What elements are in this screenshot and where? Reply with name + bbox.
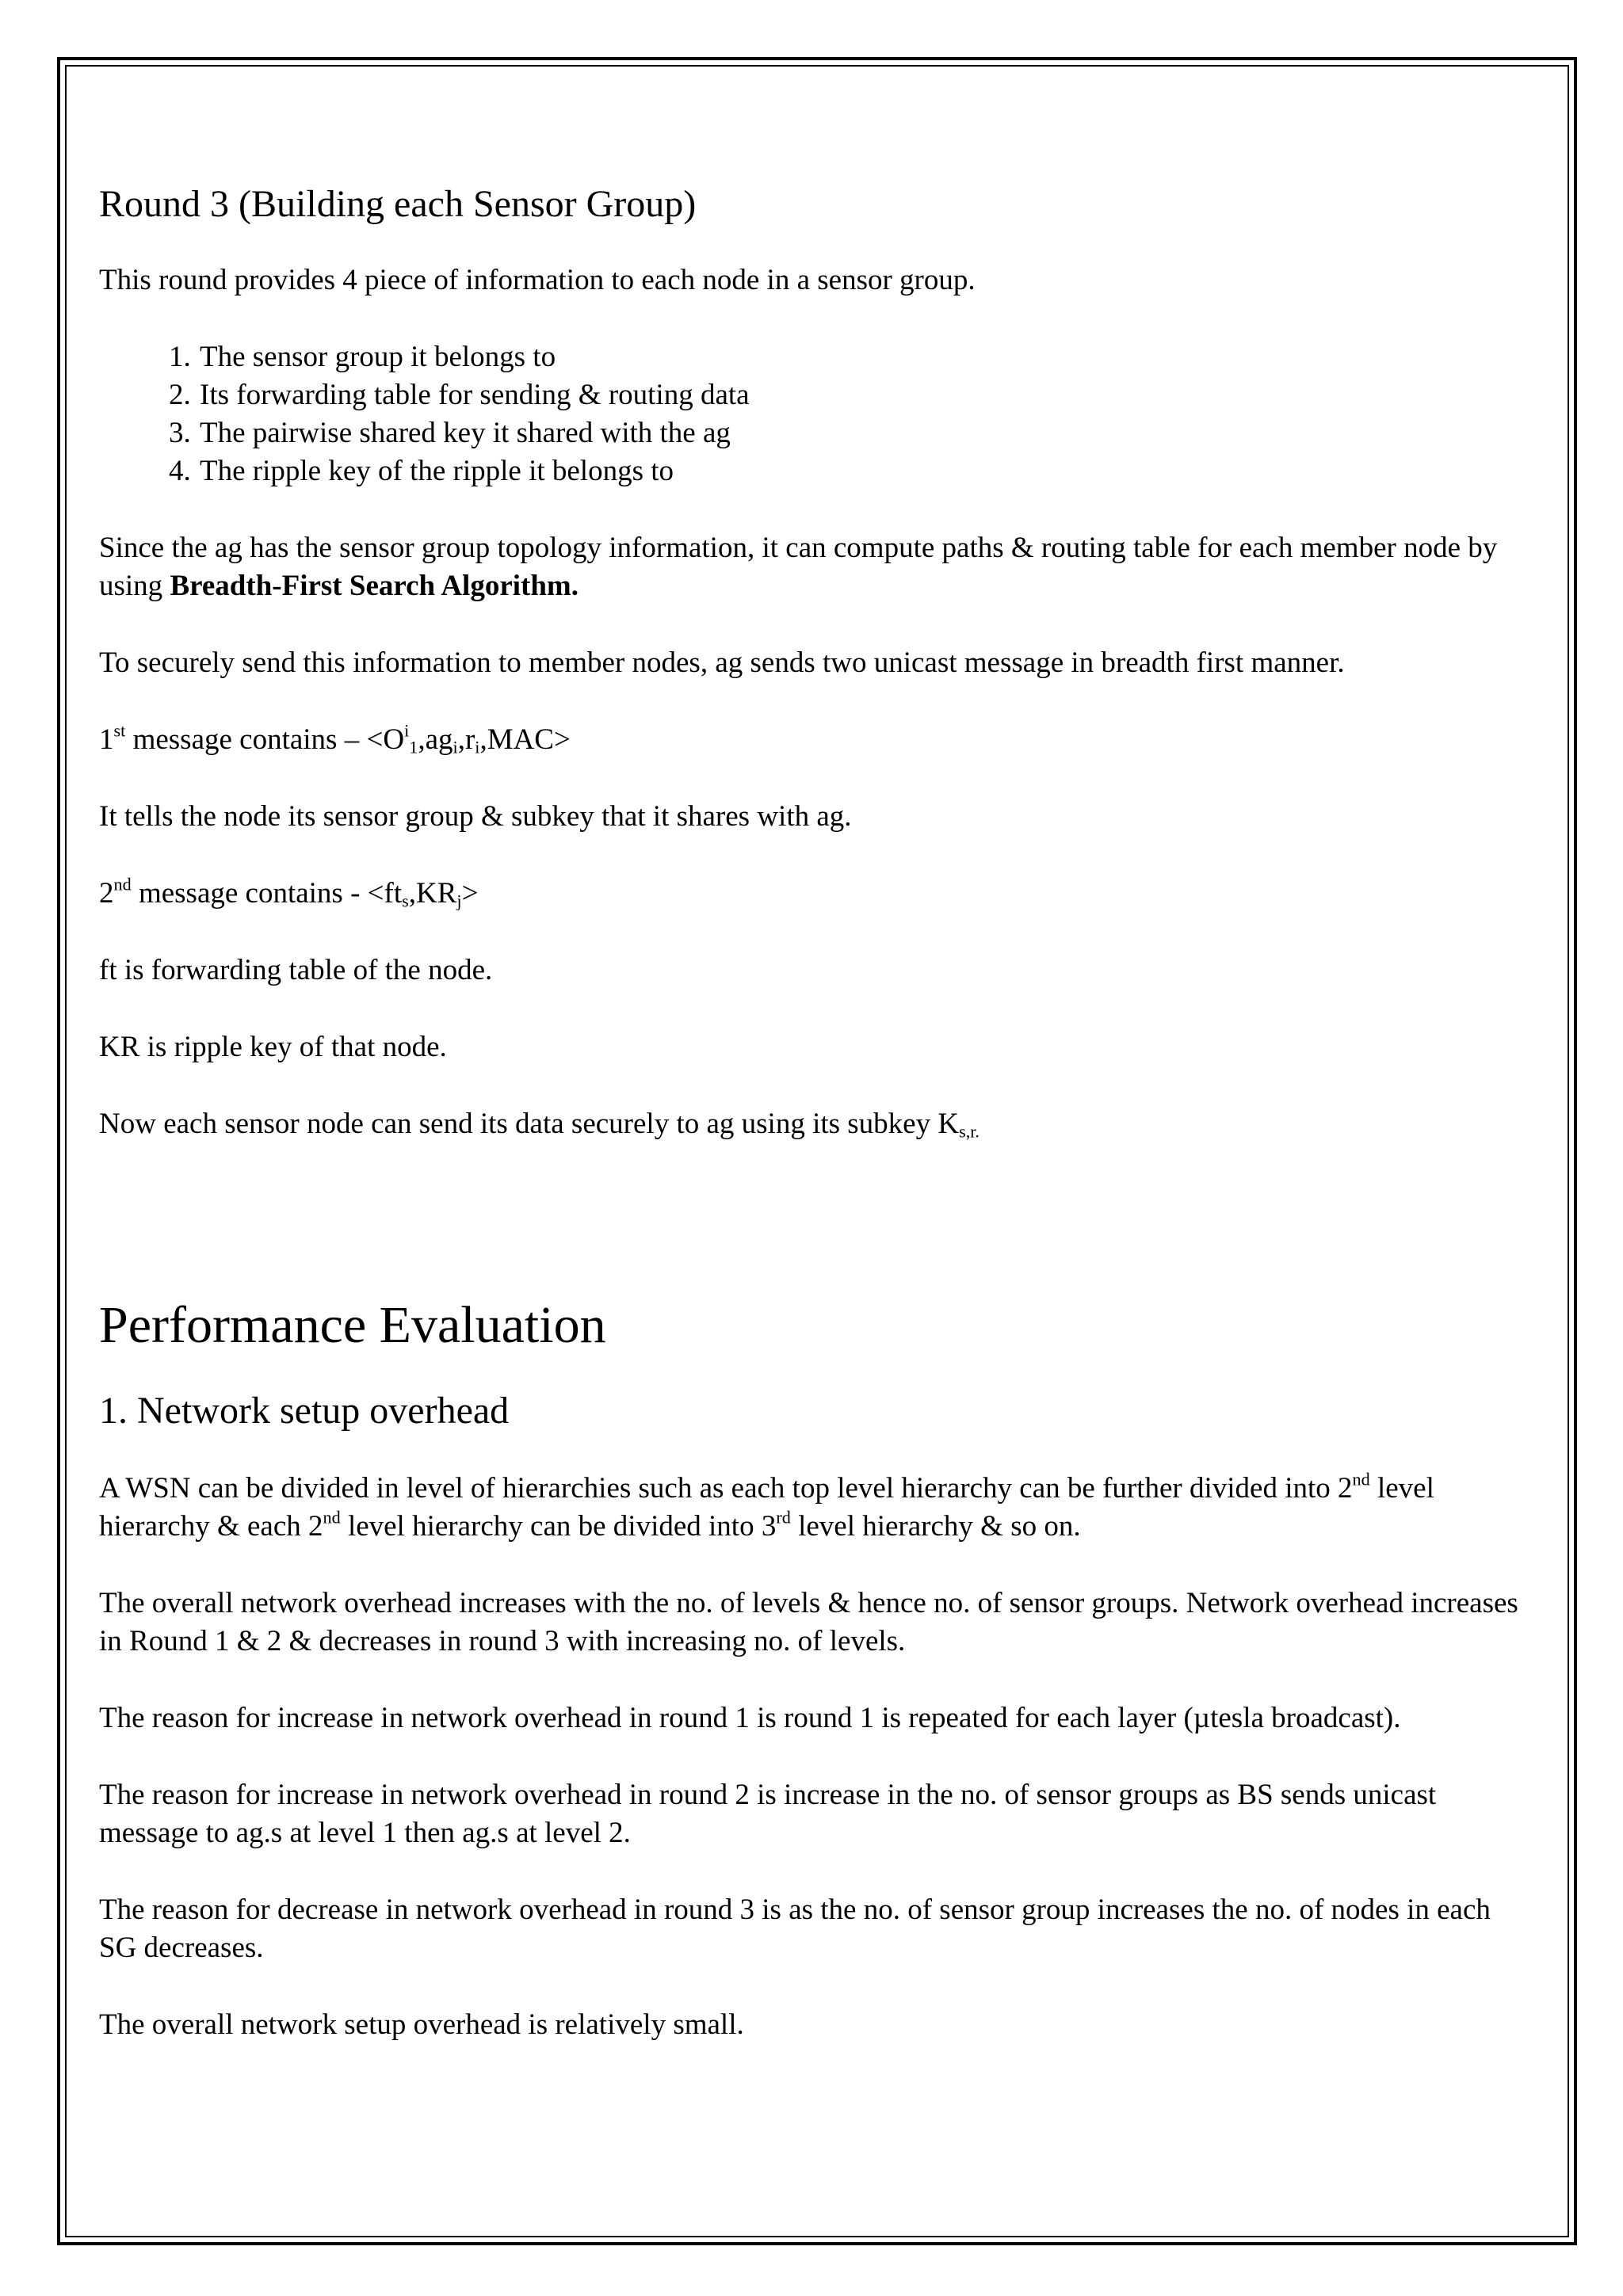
message1-text: ,MAC> <box>479 723 571 756</box>
message2-sub: j <box>456 891 462 911</box>
paths-text: Since the ag has the sensor group topology information, it can compute paths & routing table for each member node by using <box>99 532 1498 602</box>
hierarchy-ordinal: rd <box>776 1507 791 1527</box>
message2-text: message contains - <ft <box>131 877 403 910</box>
list-item: 1. The sensor group it belongs to <box>198 338 1533 376</box>
hierarchy-text: level hierarchy & each 2 <box>99 1472 1434 1543</box>
conclusion-paragraph: The overall network setup overhead is relatively small. <box>99 2008 744 2041</box>
performance-heading: Performance Evaluation <box>99 1296 606 1354</box>
page-content <box>99 181 1533 2083</box>
list-item: 4. The ripple key of the ripple it belongs to <box>198 452 1533 490</box>
algorithm-name: Breadth-First Search Algorithm. <box>170 570 579 602</box>
list-item: 3. The pairwise shared key it shared with the ag <box>198 414 1533 452</box>
message1-sub: i <box>475 737 480 757</box>
message1-text: ,ag <box>418 723 453 756</box>
round3-intro: This round provides 4 piece of information to each node in a sensor group. <box>99 264 976 296</box>
list-item: 2. Its forwarding table for sending & routing data <box>198 376 1533 414</box>
message2-line <box>99 875 1533 913</box>
message1-ordinal: st <box>113 720 126 741</box>
ft-description: ft is forwarding table of the node. <box>99 954 493 986</box>
message1-number: 1 <box>99 723 114 756</box>
hierarchy-text: level hierarchy & so on. <box>790 1510 1081 1543</box>
message1-line <box>99 721 1533 759</box>
hierarchy-text: A WSN can be divided in level of hierarchies such as each top level hierarchy can be further divided into 2 <box>99 1472 1353 1505</box>
message2-text: ,KR <box>408 877 457 910</box>
subkey-paragraph <box>99 1105 1533 1143</box>
message2-ordinal: nd <box>113 874 132 894</box>
subkey-text: Now each sensor node can send its data securely to ag using its subkey K <box>99 1108 960 1140</box>
message1-text: message contains – <O <box>125 723 405 756</box>
kr-description: KR is ripple key of that node. <box>99 1031 447 1063</box>
overhead-paragraph: The overall network overhead increases with the no. of levels & hence no. of sensor groups. Network overhead increases in Round 1 & 2 & decreases in round 3 with increasing no. of levels. <box>99 1587 1518 1657</box>
round2-reason-paragraph: The reason for increase in network overhead in round 2 is increase in the no. of sensor groups as BS sends unicast message to ag.s at level 1 then ag.s at level 2. <box>99 1779 1437 1849</box>
message2-text: > <box>461 877 479 910</box>
hierarchy-ordinal: nd <box>323 1507 341 1527</box>
paths-paragraph <box>99 529 1533 605</box>
subkey-sub: s,r. <box>959 1121 980 1142</box>
message1-sub: 1 <box>409 737 418 757</box>
message1-text: ,r <box>457 723 475 756</box>
network-overhead-heading: 1. Network setup overhead <box>99 1390 510 1432</box>
hierarchy-text: level hierarchy can be divided into 3 <box>340 1510 777 1543</box>
message2-sub: s <box>402 891 409 911</box>
send-paragraph: To securely send this information to member nodes, ag sends two unicast message in breadth first manner. <box>99 646 1345 679</box>
hierarchy-paragraph <box>99 1470 1533 1546</box>
round3-info-list <box>99 338 1533 490</box>
hierarchy-ordinal: nd <box>1352 1469 1370 1489</box>
message2-number: 2 <box>99 877 114 910</box>
message1-description: It tells the node its sensor group & subkey that it shares with ag. <box>99 800 852 833</box>
round3-heading: Round 3 (Building each Sensor Group) <box>99 183 697 225</box>
message1-sub: i <box>453 737 458 757</box>
round3-reason-paragraph: The reason for decrease in network overhead in round 3 is as the no. of sensor group increases the no. of nodes in each SG decreases. <box>99 1894 1491 1964</box>
round1-reason-paragraph: The reason for increase in network overhead in round 1 is round 1 is repeated for each layer (µtesla broadcast). <box>99 1702 1401 1734</box>
message1-sup: i <box>404 720 410 741</box>
